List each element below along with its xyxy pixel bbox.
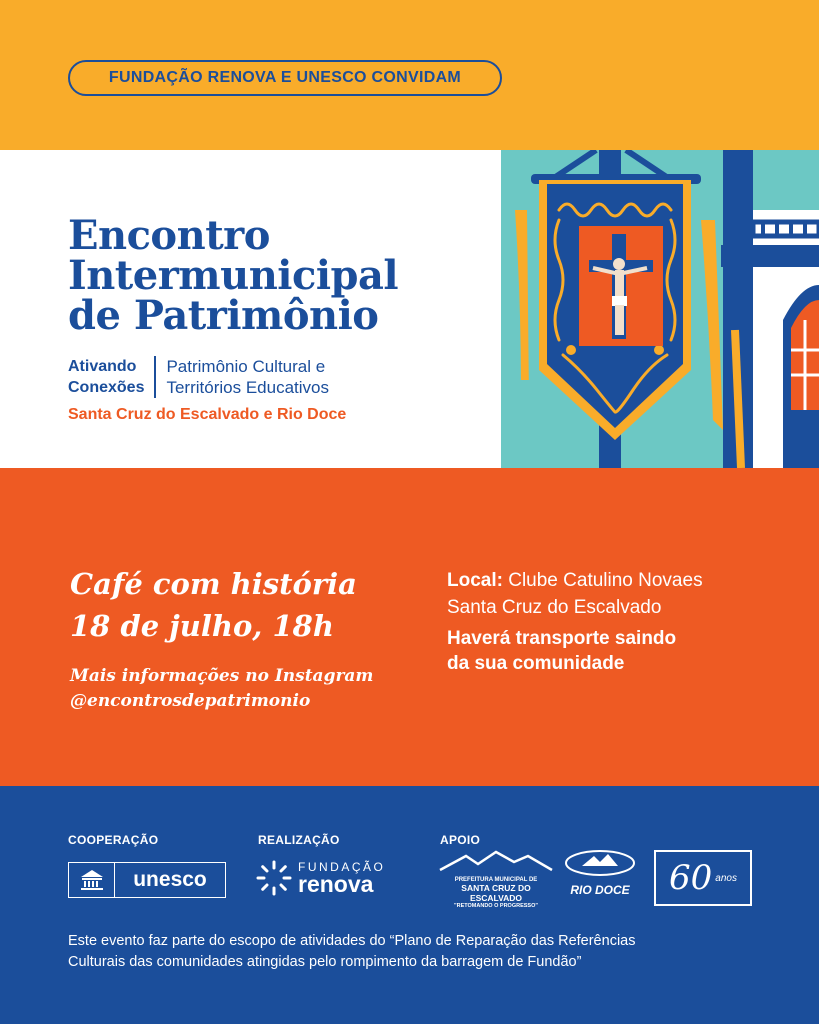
place-label: Local: <box>447 570 503 591</box>
title-line: Intermunicipal <box>68 252 399 299</box>
place-name: Clube Catulino Novaes <box>502 570 703 591</box>
renova-logo: FUNDAÇÃO renova <box>256 858 385 898</box>
event-place <box>447 567 703 621</box>
invite-banner: FUNDAÇÃO RENOVA E UNESCO CONVIDAM <box>68 60 502 96</box>
sixty-years-stamp: 60 anos <box>654 850 752 906</box>
rio-doce-logo: RIO DOCE <box>562 848 638 897</box>
place-city: Santa Cruz do Escalvado <box>447 597 662 618</box>
prefeitura-santa-cruz-logo: PREFEITURA MUNICIPAL DE SANTA CRUZ DO ESCALVADO "RETOMANDO O PROGRESSO" <box>438 850 554 909</box>
cooperacao-label: COOPERAÇÃO <box>68 833 159 847</box>
more-info: Mais informações no Instagram @encontrosdepatrimonio <box>70 664 373 714</box>
tagline-left: Ativando Conexões <box>68 356 156 398</box>
procession-banner-illustration <box>501 150 819 468</box>
transport-notice: Haverá transporte saindo da sua comunidade <box>447 628 677 674</box>
renova-sun-icon <box>256 860 292 896</box>
tagline <box>68 356 329 398</box>
apoio-label: APOIO <box>440 833 481 847</box>
location-subtitle: Santa Cruz do Escalvado e Rio Doce <box>68 406 347 423</box>
event-heading <box>70 563 357 647</box>
title-line: de Patrimônio <box>68 292 379 339</box>
title-line: Encontro <box>68 212 270 259</box>
unesco-logo: unesco <box>68 862 226 898</box>
rio-doce-crest-icon <box>562 848 638 878</box>
event-series-title <box>68 212 488 339</box>
event-name: Café com história <box>70 567 357 601</box>
event-date: 18 de julho, 18h <box>70 609 334 643</box>
tagline-right: Patrimônio Cultural e Territórios Educativos <box>166 357 329 397</box>
mountains-icon <box>438 850 554 872</box>
realizacao-label: REALIZAÇÃO <box>258 833 340 847</box>
temple-icon <box>69 863 115 897</box>
instagram-handle[interactable]: @encontrosdepatrimonio <box>70 691 311 711</box>
disclaimer: Este evento faz parte do escopo de atividades do “Plano de Reparação das Referências Culturais das comunidades atingidas pelo rompimento da barragem de Fundão” <box>68 933 636 970</box>
